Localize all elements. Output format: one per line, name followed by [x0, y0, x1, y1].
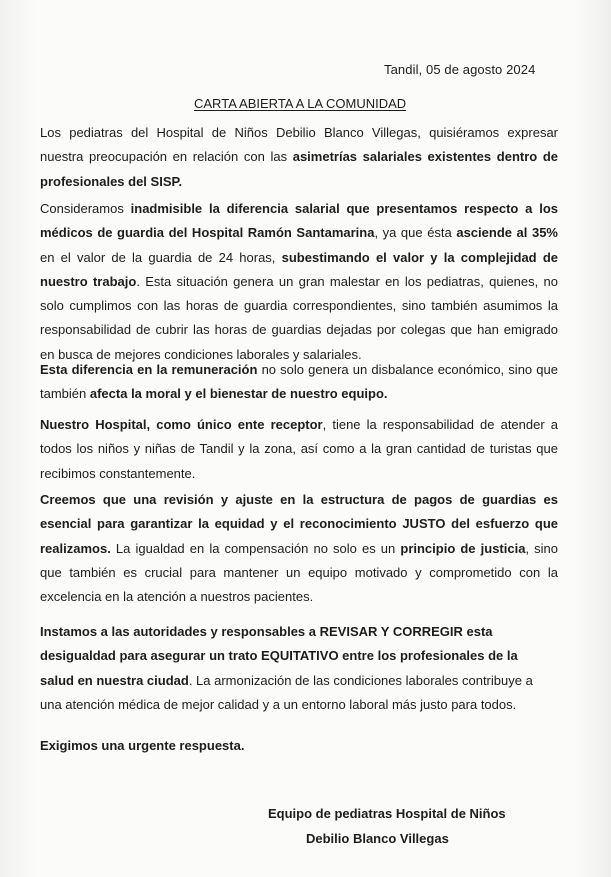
p2-text-2: , ya que ésta [374, 225, 457, 241]
p7-bold: Exigimos una urgente respuesta. [40, 738, 245, 753]
p5-bold-2: principio de justicia [400, 540, 526, 556]
letter-date: Tandil, 05 de agosto 2024 [384, 62, 536, 77]
p2-text-1: Consideramos [40, 201, 131, 216]
p1-text-1: Los pediatras del Hospital de Niños Debilio Blanco Villegas, quisiéramos expresar nuestra preocupación en relación con las [40, 125, 558, 165]
p5-text-2: , sino que también es crucial para mantener un equipo motivado y comprometido con la excelencia en la atención a nuestros pacientes. [40, 540, 558, 605]
paragraph-1 [40, 121, 558, 194]
p2-bold-3: subestimando el valor y la complejidad de nuestro trabajo [40, 249, 558, 289]
p3-bold-2: afecta la moral y el bienestar de nuestro equipo. [89, 386, 388, 402]
paragraph-6 [40, 620, 540, 717]
paragraph-3 [40, 358, 558, 407]
p4-bold-1: Nuestro Hospital, como único ente receptor [40, 417, 323, 432]
signature-line-1: Equipo de pediatras Hospital de Niños [268, 806, 506, 821]
p2-text-4: . Esta situación genera un gran malestar en los pediatras, quienes, no solo cumplimos con las horas de guardia correspondientes, sino también asumimos la responsabilidad de cubrir las horas de guardias dejadas por colegas que han emigrado en busca de mejores condiciones laborales y salariales. [40, 273, 559, 362]
p5-bold-1: Creemos que una revisión y ajuste en la estructura de pagos de guardias es esencial para garantizar la equidad y el reconocimiento JUSTO del esfuerzo que realizamos. [40, 492, 558, 556]
paragraph-4 [40, 413, 558, 486]
p6-text-1: . La armonización de las condiciones laborales contribuye a una atención médica de mejor calidad y a un entorno laboral más justo para todos. [40, 672, 533, 712]
p6-bold-1: Instamos a las autoridades y responsables a REVISAR Y CORREGIR esta desigualdad para asegurar un trato EQUITATIVO entre los profesionales de la salud en nuestra ciudad [40, 624, 518, 688]
p3-text-1: no solo genera un disbalance económico, sino que también [40, 362, 558, 402]
paragraph-7 [40, 734, 558, 758]
signature-line-2: Debilio Blanco Villegas [306, 831, 449, 846]
letter-heading: CARTA ABIERTA A LA COMUNIDAD [194, 96, 407, 111]
p2-text-3: en el valor de la guardia de 24 horas, [40, 249, 282, 265]
paragraph-5 [40, 488, 558, 609]
p1-bold-1: asimetrías salariales existentes dentro de profesionales del SISP. [40, 149, 559, 189]
p3-bold-1: Esta diferencia en la remuneración [40, 362, 258, 377]
p5-text-1: La igualdad en la compensación no solo es un [110, 540, 401, 556]
p2-bold-2: asciende al 35% [456, 225, 558, 241]
p2-bold-1: inadmisible la diferencia salarial que presentamos respecto a los médicos de guardia del Hospital Ramón Santamarina [40, 201, 558, 241]
paragraph-2 [40, 197, 558, 367]
p4-text-1: , tiene la responsabilidad de atender a todos los niños y niñas de Tandil y la zona, así como a la gran cantidad de turistas que recibimos constantemente. [40, 417, 559, 481]
